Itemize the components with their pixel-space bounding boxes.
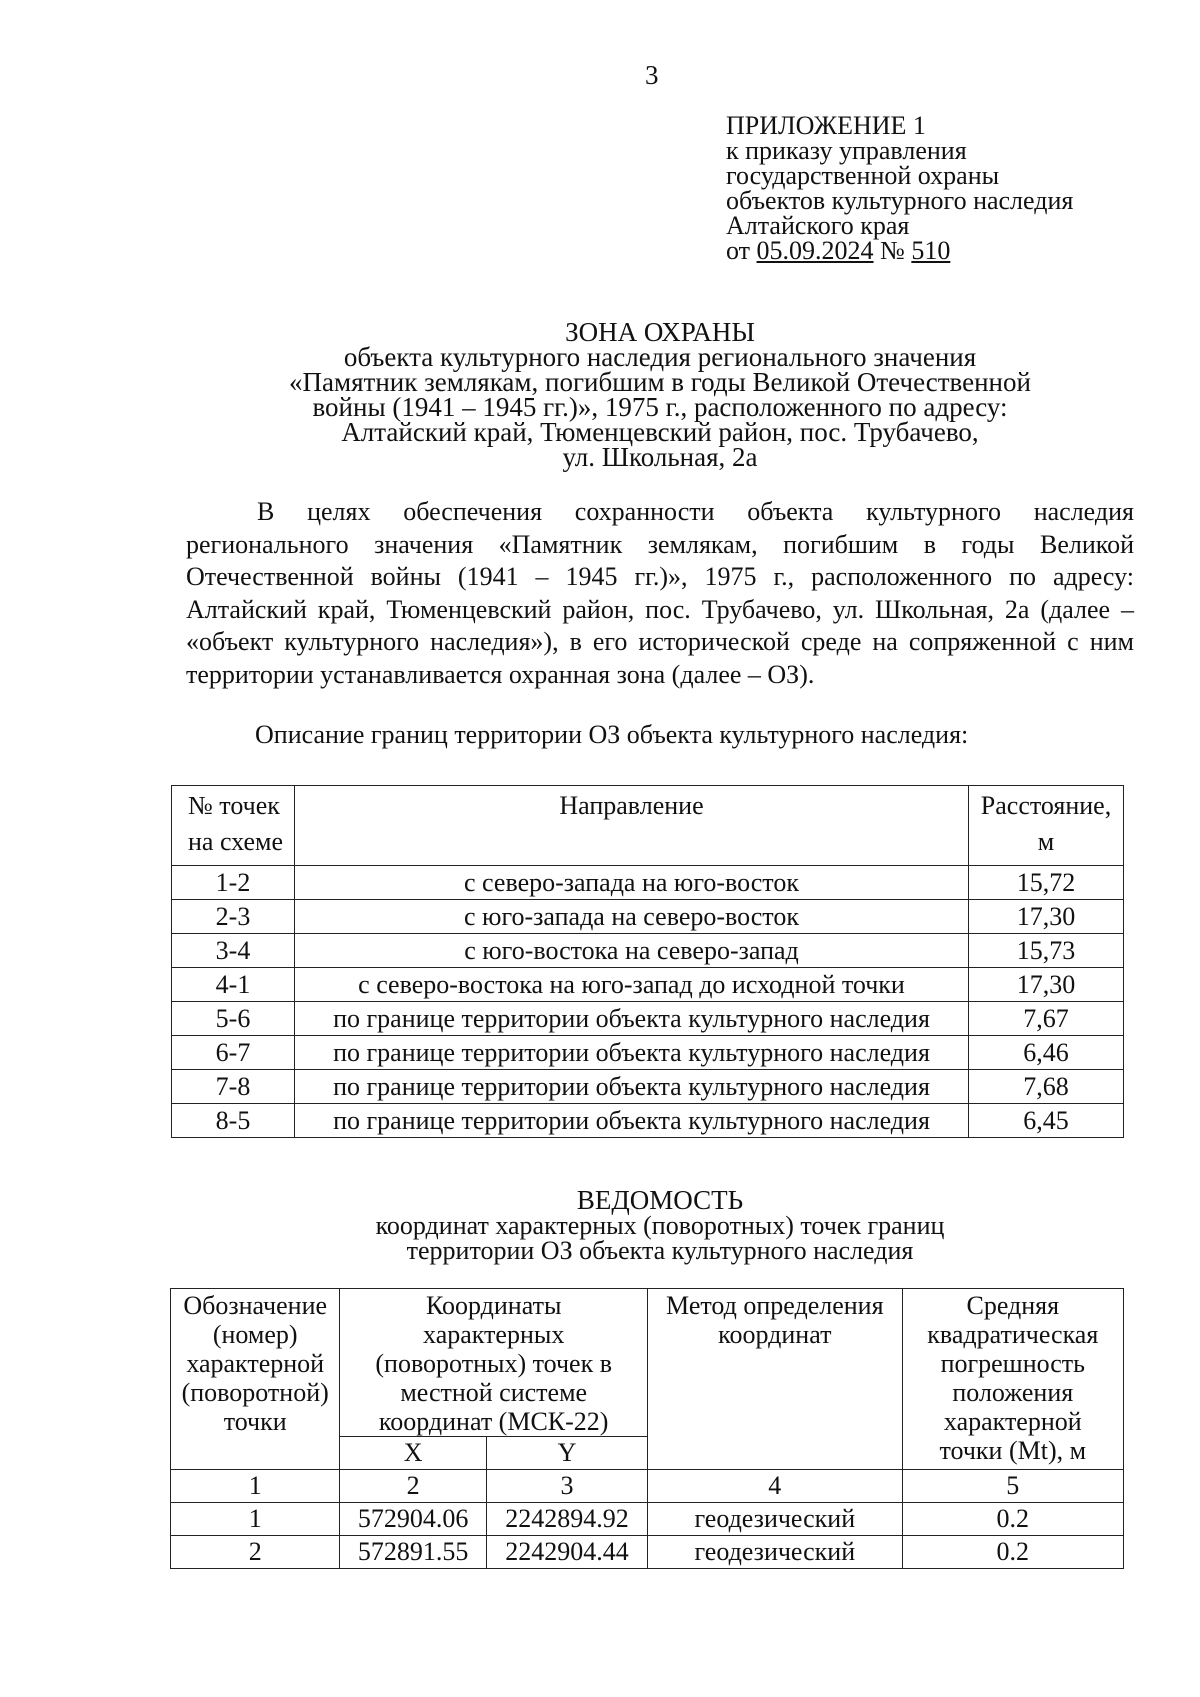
header-text: местной системе (400, 1378, 588, 1407)
cell-distance: 17,30 (969, 900, 1124, 934)
header-text: характерной (943, 1407, 1082, 1436)
appendix-line: объектов культурного наследия (726, 186, 1074, 215)
cell-method: геодезический (648, 1503, 903, 1536)
cell-distance: 17,30 (969, 968, 1124, 1002)
cell-direction: с юго-востока на северо-запад (295, 934, 969, 968)
appendix-line: Алтайского края (726, 211, 910, 240)
cell-method: геодезический (648, 1536, 903, 1569)
cell-num: 4-1 (172, 968, 295, 1002)
header-text: точки (223, 1407, 287, 1436)
header-x: X (340, 1437, 487, 1470)
header-num-line2: на схеме (188, 827, 284, 856)
cell-point: 1 (171, 1503, 340, 1536)
header-text: Обозначение (183, 1291, 328, 1320)
order-number: 510 (911, 236, 951, 265)
header-text: квадратическая (927, 1320, 1099, 1349)
appendix-title: ПРИЛОЖЕНИЕ 1 (726, 111, 926, 140)
cell-y: 2242904.44 (486, 1536, 647, 1569)
cell-num: 8-5 (172, 1104, 295, 1138)
cell-num: 2-3 (172, 900, 295, 934)
table-header-row (171, 1289, 1124, 1437)
header-text: Средняя (966, 1291, 1060, 1320)
title-line: ул. Школьная, 2а (562, 442, 758, 472)
header-coordinates (340, 1289, 648, 1437)
cell-num: 7-8 (172, 1070, 295, 1104)
appendix-line: государственной охраны (726, 161, 1000, 190)
header-num (172, 786, 295, 866)
cell-direction: с северо-востока на юго-запад до исходной точки (295, 968, 969, 1002)
column-number: 3 (486, 1470, 647, 1503)
cell-direction: по границе территории объекта культурного наследия (295, 1036, 969, 1070)
appendix-date-line (726, 238, 1073, 263)
cell-direction: с юго-запада на северо-восток (295, 900, 969, 934)
table-row (172, 1104, 1124, 1138)
header-designation (171, 1289, 340, 1470)
table-header-row (172, 786, 1124, 866)
table-row (171, 1536, 1124, 1569)
cell-point: 2 (171, 1536, 340, 1569)
body-paragraph: В целях обеспечения сохранности объекта культурного наследия регионального значения «Памятник землякам, погибшим в годы Великой Отечественной войны (1941 – 1945 гг.)», 1975 г., расположенного по адресу: Алтайский край, Тюменцевский район, пос. Трубачево, ул. Школьная, 2а (далее – «объект культурного наследия»), в его исторической среде на сопряженной с ним территории устанавливается охранная зона (далее – ОЗ). (186, 497, 1134, 689)
cell-distance: 7,68 (969, 1070, 1124, 1104)
number-prefix: № (873, 236, 912, 265)
column-number: 5 (902, 1470, 1123, 1503)
appendix-line: к приказу управления (726, 136, 967, 165)
header-text: точки (Mt), м (939, 1436, 1087, 1465)
table-row (172, 1036, 1124, 1070)
document-title (180, 317, 1140, 472)
cell-direction: по границе территории объекта культурного наследия (295, 1104, 969, 1138)
cell-y: 2242894.92 (486, 1503, 647, 1536)
table-row (172, 1070, 1124, 1104)
cell-x: 572904.06 (340, 1503, 487, 1536)
column-number: 1 (171, 1470, 340, 1503)
date-prefix: от (726, 236, 757, 265)
cell-error: 0.2 (902, 1536, 1123, 1569)
header-distance-line2: м (1037, 827, 1055, 856)
header-text: положения (952, 1378, 1074, 1407)
cell-distance: 15,72 (969, 866, 1124, 900)
cell-direction: по границе территории объекта культурного наследия (295, 1070, 969, 1104)
header-text: (номер) (212, 1320, 298, 1349)
title-heading: ЗОНА ОХРАНЫ (565, 317, 755, 347)
header-text: Метод определения (666, 1291, 884, 1320)
header-text: Координаты (425, 1291, 562, 1320)
appendix-block (726, 113, 1073, 263)
table-row (172, 866, 1124, 900)
boundaries-caption: Описание границ территории ОЗ объекта культурного наследия: (255, 720, 969, 749)
header-text: координат (МСК-22) (378, 1407, 609, 1436)
header-num-line1: № точек (188, 791, 280, 820)
cell-distance: 6,46 (969, 1036, 1124, 1070)
boundaries-table (171, 785, 1124, 1138)
cell-direction: с северо-запада на юго-восток (295, 866, 969, 900)
title-line: «Памятник землякам, погибшим в годы Великой Отечественной (289, 367, 1031, 397)
header-distance (969, 786, 1124, 866)
header-error (902, 1289, 1123, 1470)
cell-num: 1-2 (172, 866, 295, 900)
coordinates-title (180, 1185, 1140, 1265)
table-row (172, 934, 1124, 968)
cell-distance: 6,45 (969, 1104, 1124, 1138)
table-row (172, 968, 1124, 1002)
column-number-row (171, 1470, 1124, 1503)
title-line: войны (1941 – 1945 гг.)», 1975 г., расположенного по адресу: (312, 392, 1008, 422)
header-text: погрешность (940, 1349, 1086, 1378)
table-row (171, 1503, 1124, 1536)
header-text: характерной (186, 1349, 325, 1378)
cell-num: 5-6 (172, 1002, 295, 1036)
table-row (172, 1002, 1124, 1036)
cell-distance: 7,67 (969, 1002, 1124, 1036)
header-direction: Направление (295, 786, 969, 866)
coordinates-table (170, 1288, 1124, 1569)
cell-distance: 15,73 (969, 934, 1124, 968)
title-line: объекта культурного наследия регионального значения (343, 342, 977, 372)
header-text: (поворотных) точек в (375, 1349, 612, 1378)
title-line: Алтайский край, Тюменцевский район, пос. Трубачево, (341, 417, 979, 447)
cell-x: 572891.55 (340, 1536, 487, 1569)
coordinates-heading: ВЕДОМОСТЬ (576, 1185, 744, 1215)
header-text: координат (718, 1320, 832, 1349)
coordinates-subtitle: координат характерных (поворотных) точек границ (375, 1211, 945, 1240)
column-number: 2 (340, 1470, 487, 1503)
cell-direction: по границе территории объекта культурного наследия (295, 1002, 969, 1036)
cell-error: 0.2 (902, 1503, 1123, 1536)
cell-num: 6-7 (172, 1036, 295, 1070)
column-number: 4 (648, 1470, 903, 1503)
header-text: (поворотной) (181, 1378, 329, 1407)
header-text: характерных (423, 1320, 565, 1349)
header-y: Y (486, 1437, 647, 1470)
header-distance-line1: Расстояние, (980, 791, 1112, 820)
header-method (648, 1289, 903, 1470)
table-row (172, 900, 1124, 934)
order-date: 05.09.2024 (756, 236, 874, 265)
cell-num: 3-4 (172, 934, 295, 968)
page-number: 3 (645, 60, 659, 90)
coordinates-subtitle: территории ОЗ объекта культурного наследия (406, 1236, 914, 1265)
